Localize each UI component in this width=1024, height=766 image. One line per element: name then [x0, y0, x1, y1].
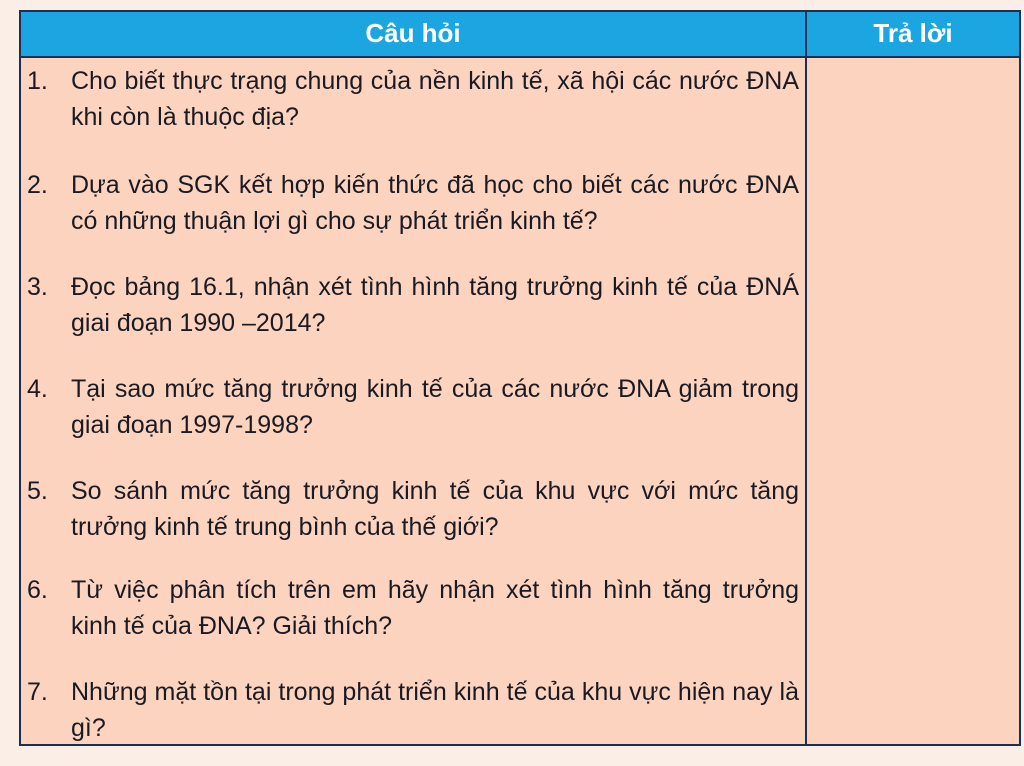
- question-number: 6.: [27, 576, 48, 604]
- question-column-header: Câu hỏi: [365, 18, 461, 48]
- question-text: Dựa vào SGK kết hợp kiến thức đã học cho biết các nước ĐNA có những thuận lợi gì cho sự phát triển kinh tế?: [71, 171, 799, 235]
- question-number: 7.: [27, 678, 48, 706]
- question-item: [27, 473, 799, 545]
- question-number: 4.: [27, 375, 48, 403]
- question-text: So sánh mức tăng trưởng kinh tế của khu vực với mức tăng trưởng kinh tế trung bình của thế giới?: [71, 477, 799, 541]
- answer-column-header: Trả lời: [873, 18, 953, 48]
- question-text: Từ việc phân tích trên em hãy nhận xét tình hình tăng trưởng kinh tế của ĐNA? Giải thích?: [71, 576, 799, 640]
- question-number: 5.: [27, 477, 48, 505]
- question-item: [27, 269, 799, 341]
- question-number: 1.: [27, 67, 48, 95]
- question-item: [27, 371, 799, 443]
- question-number: 3.: [27, 273, 48, 301]
- question-text: Cho biết thực trạng chung của nền kinh tế, xã hội các nước ĐNA khi còn là thuộc địa?: [71, 67, 799, 131]
- question-table: [19, 10, 1021, 746]
- table-header: [21, 12, 1019, 58]
- question-item: [27, 167, 799, 239]
- question-item: [27, 572, 799, 644]
- answer-cell[interactable]: [807, 58, 1019, 744]
- question-text: Những mặt tồn tại trong phát triển kinh tế của khu vực hiện nay là gì?: [71, 678, 799, 742]
- question-text: Đọc bảng 16.1, nhận xét tình hình tăng trưởng kinh tế của ĐNÁ giai đoạn 1990 –2014?: [71, 273, 799, 337]
- question-item: [27, 63, 799, 135]
- question-text: Tại sao mức tăng trưởng kinh tế của các nước ĐNA giảm trong giai đoạn 1997-1998?: [71, 375, 799, 439]
- question-number: 2.: [27, 171, 48, 199]
- question-item: [27, 674, 799, 746]
